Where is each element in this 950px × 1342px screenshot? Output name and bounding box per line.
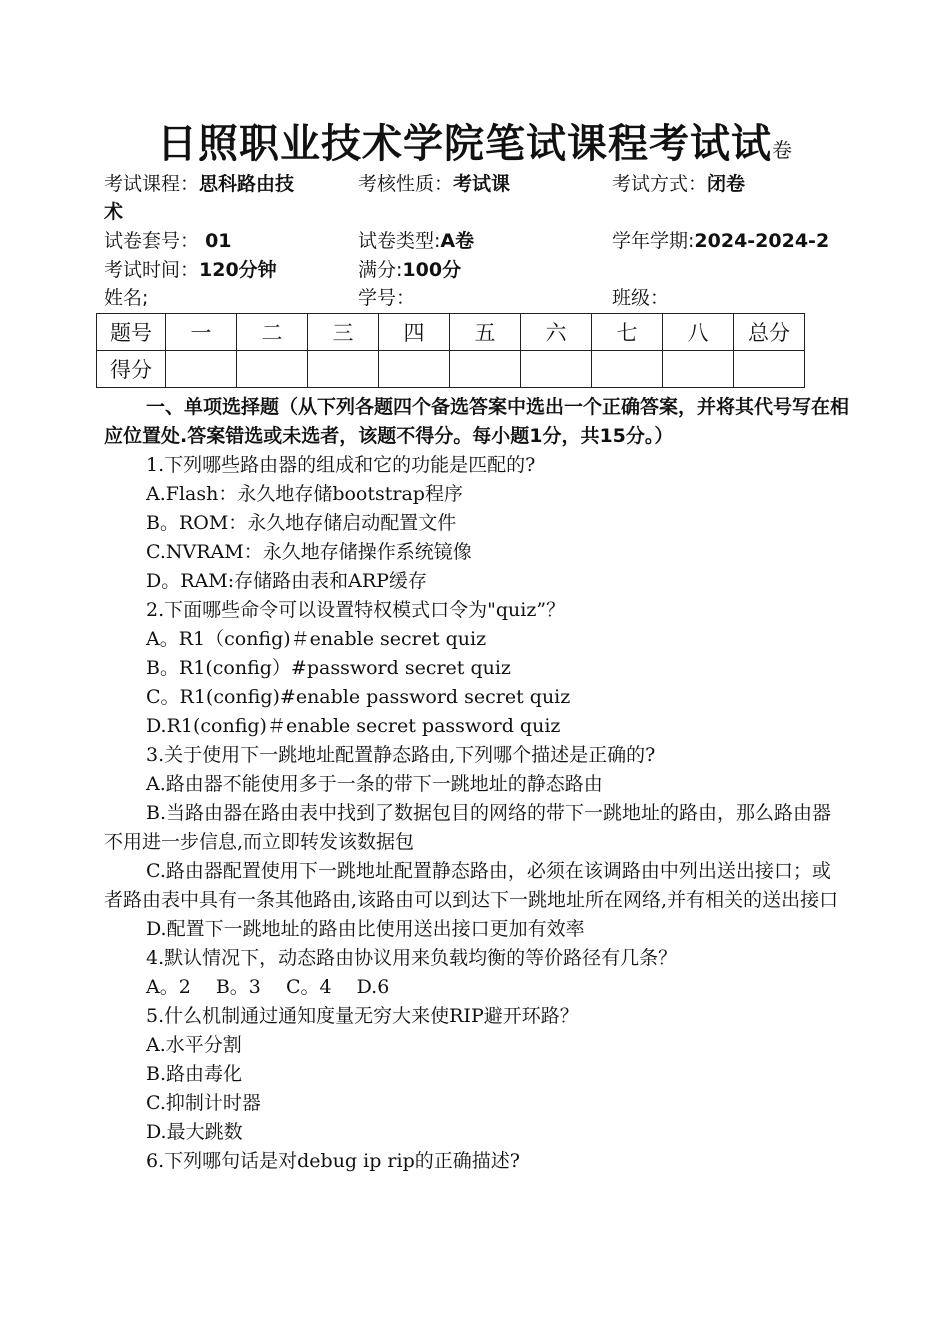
title-suffix: 卷 (772, 138, 793, 162)
header-cell-8: 八 (663, 314, 734, 351)
question-stem: 5.什么机制通过通知度量无穷大来使RIP避开环路？ (146, 1005, 579, 1027)
score-cell (521, 351, 592, 388)
header-cell-6: 六 (521, 314, 592, 351)
term-field (612, 227, 829, 255)
score-cell (450, 351, 521, 388)
question-section (104, 393, 849, 1176)
term-label: 学年学期: (612, 230, 695, 252)
question-option: A。R1（config)＃enable secret quiz (146, 628, 487, 650)
score-cell-total (734, 351, 805, 388)
course-value-cont: 术 (104, 201, 124, 223)
question-option: C.路由器配置使用下一跳地址配置静态路由，必须在该调路由中列出送出接口；或者路由表中具有一条其他路由,该路由可以到达下一跳地址所在网络,并有相关的送出接口 (104, 860, 839, 911)
header-cell-1: 一 (166, 314, 237, 351)
question-stem: 3.关于使用下一跳地址配置静态路由,下列哪个描述是正确的? (146, 744, 656, 766)
score-cell (379, 351, 450, 388)
question-block (104, 944, 849, 1002)
term-value: 2024-2024-2 (694, 230, 830, 252)
question-stem: 6.下列哪句话是对debug ip rip的正确描述? (146, 1150, 520, 1172)
header-cell-7: 七 (592, 314, 663, 351)
question-block (104, 741, 849, 944)
time-value: 120分钟 (199, 259, 277, 281)
type-field (358, 227, 474, 255)
course-field-cont (104, 198, 123, 226)
set-field (104, 227, 232, 255)
question-option: C。R1(config)#enable password secret quiz (146, 686, 571, 708)
time-label: 考试时间： (104, 259, 200, 281)
student-id-field: 学号： (358, 287, 416, 309)
question-option: B。R1(config）#password secret quiz (146, 657, 511, 679)
header-cell-item-no: 题号 (97, 314, 166, 351)
score-cell (592, 351, 663, 388)
type-value: A卷 (440, 230, 475, 252)
name-field: 姓名; (104, 287, 149, 309)
set-label: 试卷套号： (104, 230, 200, 252)
nature-label: 考核性质： (358, 173, 454, 195)
question-option: A.Flash：永久地存储bootstrap程序 (146, 483, 463, 505)
time-field (104, 256, 277, 284)
header-cell-3: 三 (308, 314, 379, 351)
score-cell (663, 351, 734, 388)
header-cell-total: 总分 (734, 314, 805, 351)
question-option: B.路由毒化 (146, 1063, 243, 1085)
question-stem: 2.下面哪些命令可以设置特权模式口令为"quiz”？ (146, 599, 566, 621)
nature-value: 考试课 (453, 173, 511, 195)
class-field: 班级： (612, 287, 670, 309)
question-option: B。ROM：永久地存储启动配置文件 (146, 512, 457, 534)
course-field (104, 170, 294, 198)
score-row (97, 351, 805, 388)
full-score-value: 100分 (402, 259, 462, 281)
score-cell (237, 351, 308, 388)
header-cell-2: 二 (237, 314, 308, 351)
full-score-label: 满分: (358, 259, 403, 281)
question-option: D。RAM:存储路由表和ARP缓存 (146, 570, 427, 592)
section-heading: 一、单项选择题（从下列各题四个备选答案中选出一个正确答案，并将其代号写在相应位置处.答案错选或未选者，该题不得分。每小题1分，共15分。） (104, 396, 850, 447)
question-stem: 4.默认情况下，动态路由协议用来负载均衡的等价路径有几条？ (146, 947, 678, 969)
question-block (104, 451, 849, 596)
course-label: 考试课程： (104, 173, 200, 195)
type-label: 试卷类型: (358, 230, 441, 252)
score-header-row (97, 314, 805, 351)
page-title (0, 112, 950, 169)
question-option: A.水平分割 (146, 1034, 242, 1056)
method-label: 考试方式： (612, 173, 708, 195)
score-table (96, 313, 805, 388)
question-block (104, 1002, 849, 1147)
score-row-label: 得分 (97, 351, 166, 388)
question-block (104, 1147, 849, 1176)
question-option: C.抑制计时器 (146, 1092, 261, 1114)
question-option: B.当路由器在路由表中找到了数据包目的网络的带下一跳地址的路由，那么路由器不用进一步信息,而立即转发该数据包 (104, 802, 832, 853)
header-cell-5: 五 (450, 314, 521, 351)
method-value: 闭卷 (707, 173, 746, 195)
score-cell (166, 351, 237, 388)
header-cell-4: 四 (379, 314, 450, 351)
nature-field (358, 170, 510, 198)
question-block (104, 596, 849, 741)
question-option: C.NVRAM：永久地存储操作系统镜像 (146, 541, 472, 563)
question-option: D.R1(config)＃enable secret password quiz (146, 715, 561, 737)
question-option: D.配置下一跳地址的路由比使用送出接口更加有效率 (146, 918, 585, 940)
title-text: 日照职业技术学院笔试课程考试试 (157, 121, 772, 167)
question-stem: 1.下列哪些路由器的组成和它的功能是匹配的? (146, 454, 536, 476)
score-cell (308, 351, 379, 388)
question-option: A.路由器不能使用多于一条的带下一跳地址的静态路由 (146, 773, 603, 795)
full-score-field (358, 256, 461, 284)
method-field (612, 170, 745, 198)
set-value: 01 (205, 230, 232, 252)
question-option: D.最大跳数 (146, 1121, 243, 1143)
course-value: 思科路由技 (199, 173, 295, 195)
question-option: A。2 B。3 C。4 D.6 (146, 976, 390, 998)
